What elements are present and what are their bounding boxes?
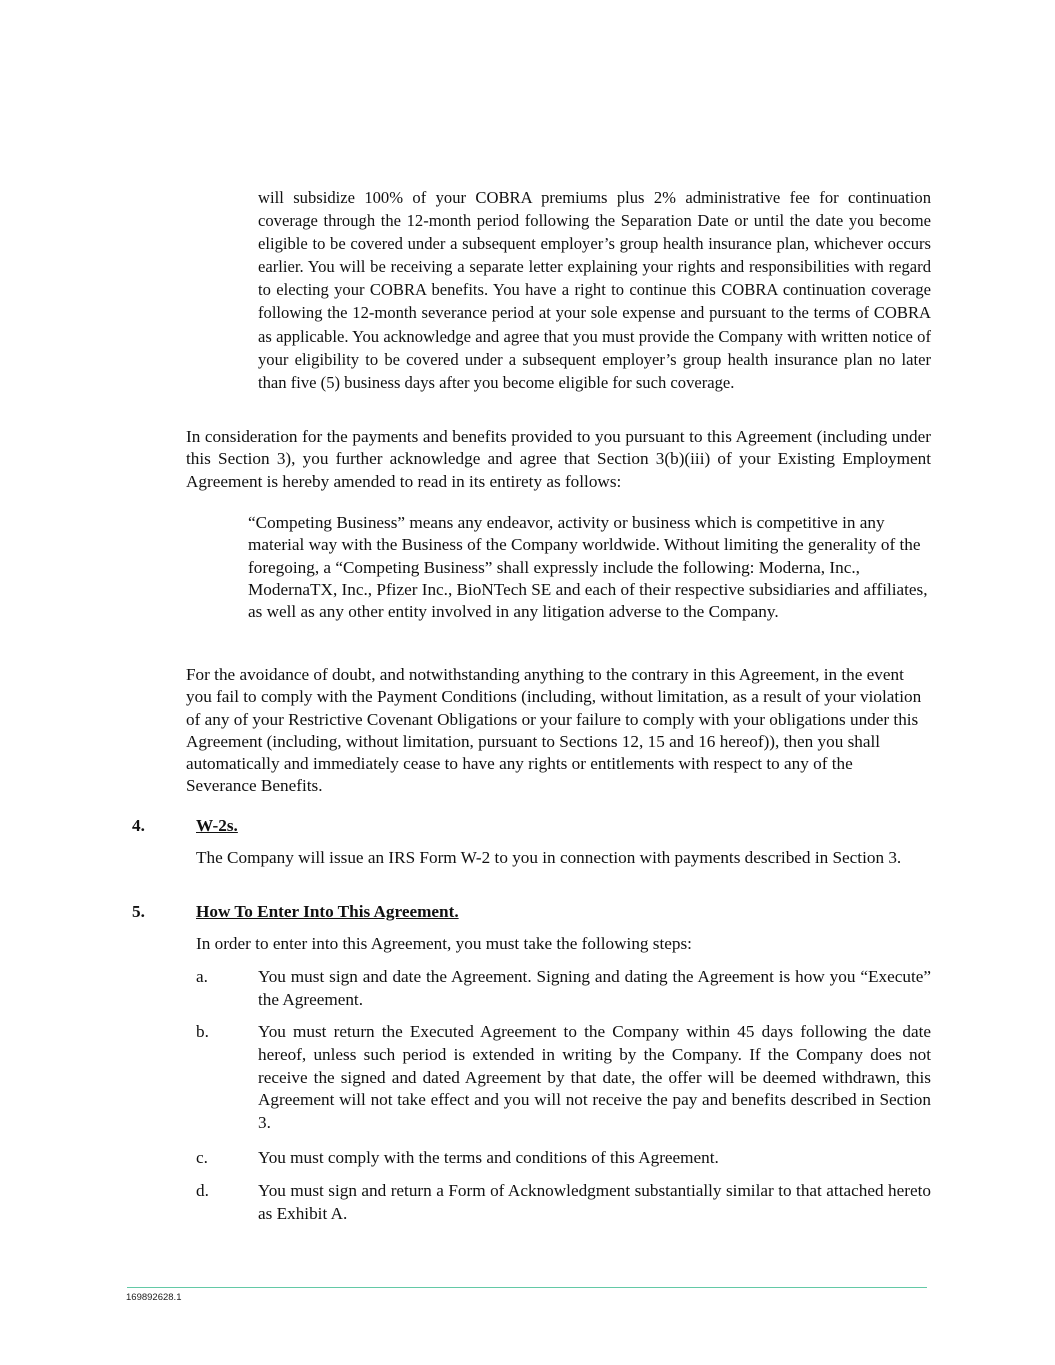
cobra-paragraph: will subsidize 100% of your COBRA premiums plus 2% administrative fee for continuation coverage through the 12-month period following the Separation Date or until the date you become eligible to be covered under a subsequent employer’s group health insurance plan, whichever occurs earlier. You will be receiving a separate letter explaining your rights and responsibilities with regard to electing your COBRA benefits. You have a right to continue this COBRA continuation coverage following the 12-month severance period at your sole expense and pursuant to the terms of COBRA as applicable. You acknowledge and agree that you must provide the Company with written notice of your eligibility to be covered under a subsequent employer’s group health insurance plan no later than five (5) business days after you become eligible for such coverage. xyxy=(258,188,931,392)
footer-rule xyxy=(127,1287,927,1288)
section-5-number: 5. xyxy=(132,902,145,921)
consideration-paragraph: In consideration for the payments and benefits provided to you pursuant to this Agreement (including under this Section 3), you further acknowledge and agree that Section 3(b)(iii) of your Existing Employment Agreement is hereby amended to read in its entirety as follows: xyxy=(186,427,931,491)
step-d-text: You must sign and return a Form of Acknowledgment substantially similar to that attached hereto as Exhibit A. xyxy=(258,1181,931,1223)
section-5-intro: In order to enter into this Agreement, you must take the following steps: xyxy=(196,934,692,953)
step-b-text: You must return the Executed Agreement to the Company within 45 days following the date hereof, unless such period is extended in writing by the Company. If the Company does not receive the signed and dated Agreement by that date, the offer will be deemed withdrawn, this Agreement will not take effect and you will not receive the pay and benefits described in Section 3. xyxy=(258,1022,931,1133)
section-4-title: W-2s. xyxy=(196,816,238,835)
footer-document-id: 169892628.1 xyxy=(126,1292,182,1303)
step-c-letter: c. xyxy=(196,1148,208,1167)
step-c-text: You must comply with the terms and conditions of this Agreement. xyxy=(258,1148,719,1167)
avoidance-paragraph: For the avoidance of doubt, and notwithstanding anything to the contrary in this Agreement, in the event you fail to comply with the Payment Conditions (including, without limitation, as a result of your violation of any of your Restrictive Covenant Obligations or your failure to comply with your obligations under this Agreement (including, without limitation, pursuant to Sections 12, 15 and 16 hereof)), then you shall automatically and immediately cease to have any rights or entitlements with respect to any of the Severance Benefits. xyxy=(186,665,922,796)
step-b-letter: b. xyxy=(196,1022,209,1041)
step-a-text: You must sign and date the Agreement. Signing and dating the Agreement is how you “Execute” the Agreement. xyxy=(258,967,931,1009)
step-a-letter: a. xyxy=(196,967,208,986)
section-4-number: 4. xyxy=(132,816,145,835)
section-4-body: The Company will issue an IRS Form W-2 to you in connection with payments described in Section 3. xyxy=(196,848,902,867)
competing-business-quote: “Competing Business” means any endeavor, activity or business which is competitive in any material way with the Business of the Company worldwide. Without limiting the generality of the foregoing, a “Competing Business” shall expressly include the following: Moderna, Inc., ModernaTX, Inc., Pfizer Inc., BioNTech SE and each of their respective subsidiaries and affiliates, as well as any other entity involved in any litigation adverse to the Company. xyxy=(248,513,928,622)
step-d-letter: d. xyxy=(196,1181,209,1200)
section-5-title: How To Enter Into This Agreement. xyxy=(196,902,459,921)
